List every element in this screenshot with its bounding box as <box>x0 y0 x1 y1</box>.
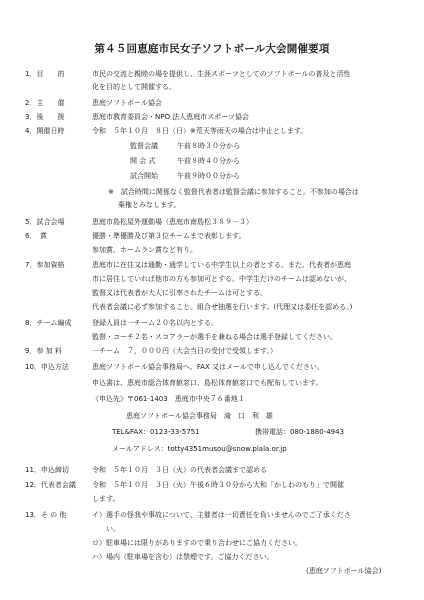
item-text-other-4: ハ）場内（駐車場を含む）は禁煙です。ご協力ください。 <box>92 553 274 561</box>
item-label-other: 13．そ の 他 <box>25 511 67 519</box>
item-text-purpose-1: 市民の交流と親睦の場を提供し、生涯スポーツとしてのソフトボールの普及と活性 <box>92 70 351 78</box>
item-label-team: 8．チーム編成 <box>25 319 72 327</box>
item-text-deadline: 令和 ５年１０月 ３日（火）の代表者会議まで認める <box>92 466 267 474</box>
schedule-time-1: 午前８時３０分から <box>177 142 240 150</box>
item-text-eligibility-2: 市に居住していれば他市の方も参加可とする。中学生だけのチームは認めないが、 <box>92 275 351 283</box>
contact-office: 恵庭ソフトボール協会事務局 滝 口 利 雄 <box>126 412 273 420</box>
schedule-time-3: 午前９時００分から <box>177 172 240 180</box>
item-text-date: 令和 ５年１０月 ８日（日）※荒天等雨天の場合は中止とします。 <box>92 127 308 135</box>
item-text-eligibility-3: 監督又は代表者が大人に引率されたチームは可とする。 <box>92 289 267 297</box>
footer-organization: (恵庭ソフトボール協会) <box>306 567 382 575</box>
item-text-application-2: 申込書は、恵庭市総合体育館窓口、島松体育館窓口でも配布しています。 <box>92 379 323 387</box>
item-label-application: 10．申込方法 <box>25 363 69 371</box>
item-text-organizer: 恵庭ソフトボール協会 <box>92 99 162 107</box>
item-text-application-1: 恵庭ソフトボール協会事務局へ、FAX 又はメールで申し込んでください。 <box>92 363 324 371</box>
item-text-meeting-2: します。 <box>92 495 120 503</box>
item-text-purpose-2: 化を目的として開催する。 <box>92 83 176 91</box>
item-text-venue: 恵庭市島松屋外運動場（恵庭市南島松３８９－３） <box>92 218 253 226</box>
item-text-other-2: い。 <box>106 525 120 533</box>
item-label-deadline: 11．申込締切 <box>25 466 69 474</box>
item-label-date: 4．開催日時 <box>25 127 65 135</box>
schedule-time-2: 午前８時４０分から <box>177 157 240 165</box>
note-line-2: 棄権とみなします。 <box>118 201 181 209</box>
item-text-fee: 一チーム ７，０００円（大会当日の受付で受領します。） <box>92 347 277 355</box>
schedule-name-1: 監督会議 <box>130 142 158 150</box>
document-title: 第４５回恵庭市民女子ソフトボール大会開催要項 <box>94 43 330 55</box>
item-label-organizer: 2．主 催 <box>25 99 65 107</box>
item-text-awards-1: 優勝・準優勝及び第３位チームまで表彰します。 <box>92 232 246 240</box>
item-text-application-3: 《申込先》〒061-1403 恵庭市中央７６番地１ <box>92 395 245 403</box>
item-label-fee: 9．参 加 料 <box>25 347 62 355</box>
contact-mobile: 携帯電話：080-1880-4943 <box>255 428 345 436</box>
item-text-meeting-1: 令和 ５年１０月 ３日（火）午後６時３０分から大和「かしわのもり」で開催 <box>92 481 344 489</box>
item-text-other-3: ロ）駐車場には限りがありますので乗り合わせにご協力ください。 <box>92 539 302 547</box>
item-text-other-1: イ）選手の怪我や事故について、主催者は一切責任を負いませんのでご了承くださ <box>92 511 351 519</box>
item-text-eligibility-1: 恵庭市に在住又は通勤・通学している中学生以上の者とする。また、代表者が恵庭 <box>92 261 351 269</box>
item-label-eligibility: 7．参加資格 <box>25 261 65 269</box>
schedule-name-2: 開 会 式 <box>130 157 156 165</box>
item-label-purpose: 1．目 的 <box>25 70 65 78</box>
contact-tel-fax: TEL&FAX：0123-33-5751 <box>112 428 200 436</box>
item-label-awards: 6． 賞 <box>25 232 47 240</box>
item-text-eligibility-4: 代表者会議に必ず参加すること。組合せ抽選を行います。(代理又は委任を認める。) <box>92 303 353 311</box>
item-text-team-1: 登録人員は一チーム２０名以内とする。 <box>92 319 218 327</box>
item-text-team-2: 監督・コーチ２名・スコアラーが選手を兼ねる場合は選手登録してください。 <box>92 333 337 341</box>
schedule-name-3: 試合開始 <box>130 172 158 180</box>
item-label-venue: 5．試合会場 <box>25 218 65 226</box>
item-text-awards-2: 参加賞、ホームラン賞など有り。 <box>92 246 197 254</box>
contact-email: メールアドレス：totty4351musou@snow.plala.or.jp <box>112 445 287 453</box>
item-label-support: 3．後 援 <box>25 113 65 121</box>
item-label-meeting: 12．代表者会議 <box>25 481 76 489</box>
note-line-1: ※ 試合時間に関係なく監督代表者は監督会議に参加すること。不参加の場合は <box>108 188 359 196</box>
item-text-support: 恵庭市教育委員会・NPO 法人恵庭市スポーツ協会 <box>92 113 249 121</box>
